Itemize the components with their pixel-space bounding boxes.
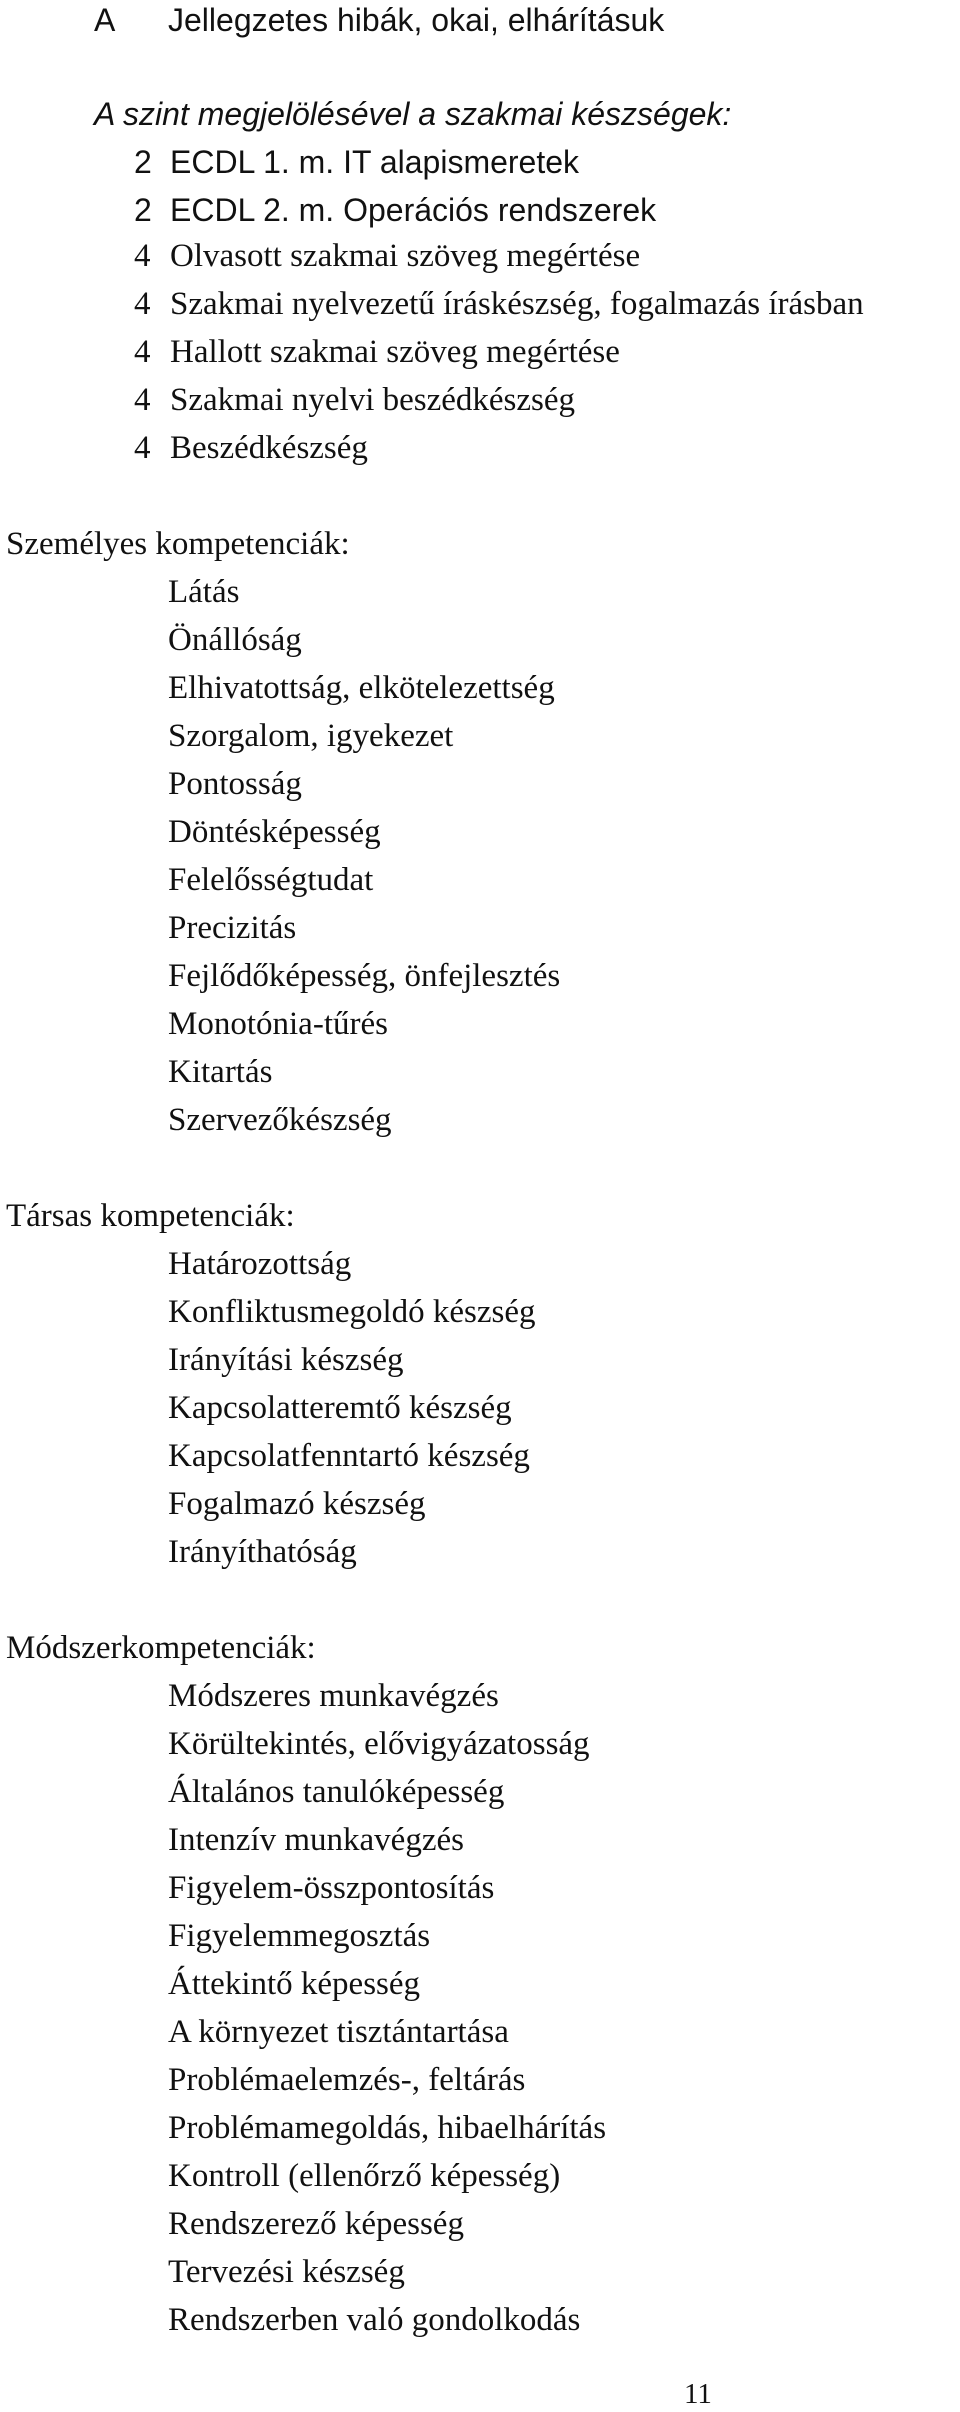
skill-row <box>0 288 960 324</box>
list-item: Fogalmazó készség <box>168 1486 426 1522</box>
skills-heading: A szint megjelölésével a szakmai készségek: <box>94 96 732 132</box>
personal-heading: Személyes kompetenciák: <box>6 526 350 562</box>
list-item: Módszeres munkavégzés <box>168 1678 499 1714</box>
list-item: Figyelemmegosztás <box>168 1918 431 1954</box>
top-row-text: Jellegzetes hibák, okai, elhárításuk <box>168 2 665 38</box>
top-row-level: A <box>94 2 116 38</box>
list-item: A környezet tisztántartása <box>168 2014 509 2050</box>
skill-text: Hallott szakmai szöveg megértése <box>170 334 620 370</box>
list-item: Rendszerező képesség <box>168 2206 464 2242</box>
list-item: Kontroll (ellenőrző képesség) <box>168 2158 561 2194</box>
list-item: Felelősségtudat <box>168 862 374 898</box>
list-item: Intenzív munkavégzés <box>168 1822 464 1858</box>
skill-level: 4 <box>134 334 151 370</box>
list-item: Döntésképesség <box>168 814 381 850</box>
list-item: Fejlődőképesség, önfejlesztés <box>168 958 561 994</box>
list-item: Látás <box>168 574 240 610</box>
skill-level: 4 <box>134 382 151 418</box>
skill-row <box>0 240 960 276</box>
list-item: Körültekintés, elővigyázatosság <box>168 1726 590 1762</box>
list-item: Kapcsolatteremtő készség <box>168 1390 512 1426</box>
list-item: Precizitás <box>168 910 297 946</box>
skill-text: Szakmai nyelvi beszédkészség <box>170 382 576 418</box>
list-item: Szervezőkészség <box>168 1102 392 1138</box>
list-item: Monotónia-tűrés <box>168 1006 388 1042</box>
list-item: Tervezési készség <box>168 2254 405 2290</box>
skill-row <box>0 194 960 230</box>
skill-text: Szakmai nyelvezetű íráskészség, fogalmazás írásban <box>170 286 864 322</box>
skill-text: ECDL 2. m. Operációs rendszerek <box>170 192 657 228</box>
skill-level: 2 <box>134 144 152 180</box>
list-item: Irányítási készség <box>168 1342 404 1378</box>
list-item: Áttekintő képesség <box>168 1966 421 2002</box>
list-item: Figyelem-összpontosítás <box>168 1870 495 1906</box>
method-heading: Módszerkompetenciák: <box>6 1630 316 1666</box>
list-item: Problémamegoldás, hibaelhárítás <box>168 2110 607 2146</box>
skill-text: Beszédkészség <box>170 430 368 466</box>
list-item: Kitartás <box>168 1054 273 1090</box>
list-item: Határozottság <box>168 1246 352 1282</box>
top-row <box>0 4 960 40</box>
skill-level: 4 <box>134 238 151 274</box>
list-item: Rendszerben való gondolkodás <box>168 2302 581 2338</box>
list-item: Pontosság <box>168 766 302 802</box>
list-item: Önállóság <box>168 622 302 658</box>
list-item: Általános tanulóképesség <box>168 1774 505 1810</box>
skill-row <box>0 336 960 372</box>
list-item: Kapcsolatfenntartó készség <box>168 1438 530 1474</box>
skill-text: ECDL 1. m. IT alapismeretek <box>170 144 580 180</box>
list-item: Irányíthatóság <box>168 1534 357 1570</box>
skill-row <box>0 384 960 420</box>
skill-row <box>0 146 960 182</box>
skill-level: 4 <box>134 286 151 322</box>
skill-level: 2 <box>134 192 152 228</box>
list-item: Szorgalom, igyekezet <box>168 718 454 754</box>
social-heading: Társas kompetenciák: <box>6 1198 295 1234</box>
skill-text: Olvasott szakmai szöveg megértése <box>170 238 641 274</box>
page-number: 11 <box>684 2378 712 2410</box>
list-item: Konfliktusmegoldó készség <box>168 1294 536 1330</box>
skill-level: 4 <box>134 430 151 466</box>
skill-row <box>0 432 960 468</box>
list-item: Problémaelemzés-, feltárás <box>168 2062 526 2098</box>
list-item: Elhivatottság, elkötelezettség <box>168 670 555 706</box>
